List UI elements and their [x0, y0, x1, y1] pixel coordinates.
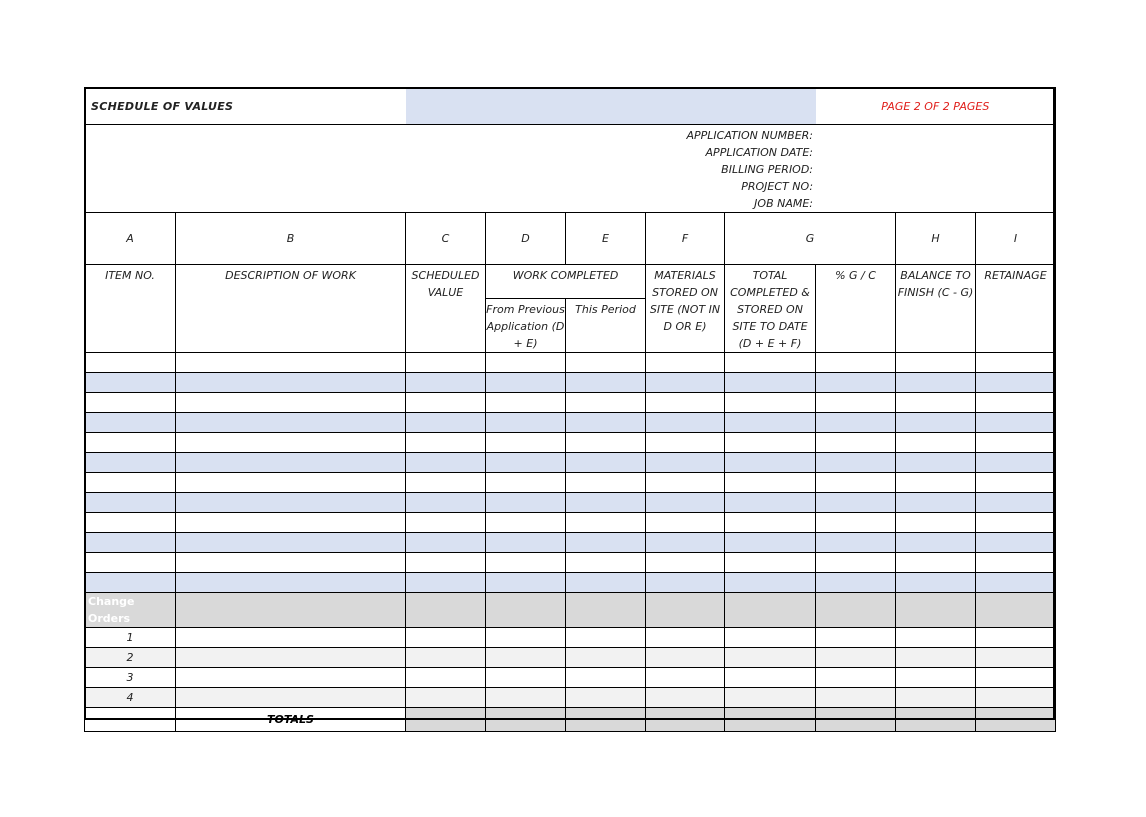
change-orders-label: Change Orders [85, 593, 176, 628]
column-letter-i: I [976, 213, 1056, 265]
column-letter-f: F [646, 213, 725, 265]
job-name-label: JOB NAME: [754, 197, 814, 210]
header-work-completed: WORK COMPLETED [486, 265, 646, 299]
header-materials-stored: MATERIALS STORED ON SITE (NOT IN D OR E) [646, 265, 725, 353]
header-balance-to-finish: BALANCE TO FINISH (C - G) [896, 265, 976, 353]
change-order-number: 3 [85, 668, 176, 688]
header-from-previous: From Previous Application (D + E) [486, 299, 566, 353]
header-percent: % G / C [816, 265, 896, 353]
column-letter-c: C [406, 213, 486, 265]
header-this-period: This Period [566, 299, 646, 353]
column-letter-e: E [566, 213, 646, 265]
change-order-number: 1 [85, 628, 176, 648]
header-total-completed: TOTAL COMPLETED & STORED ON SITE TO DATE (D + E + F) [725, 265, 816, 353]
header-description: DESCRIPTION OF WORK [176, 265, 406, 353]
project-no-label: PROJECT NO: [741, 180, 814, 193]
column-letter-d: D [486, 213, 566, 265]
application-number-label: APPLICATION NUMBER: [686, 129, 814, 142]
header-scheduled-value: SCHEDULED VALUE [406, 265, 486, 353]
column-letter-b: B [176, 213, 406, 265]
column-letter-h: H [896, 213, 976, 265]
page-title: SCHEDULE OF VALUES [85, 88, 406, 125]
header-item-no: ITEM NO. [85, 265, 176, 353]
change-order-number: 2 [85, 648, 176, 668]
column-letter-a: A [85, 213, 176, 265]
change-order-number: 4 [85, 688, 176, 708]
billing-period-label: BILLING PERIOD: [721, 163, 814, 176]
page-number-label: PAGE 2 OF 2 PAGES [816, 88, 1056, 125]
column-letter-g: G [725, 213, 896, 265]
sheet-outer-border [84, 87, 1055, 720]
totals-label: TOTALS [176, 708, 406, 732]
application-date-label: APPLICATION DATE: [705, 146, 814, 159]
header-retainage: RETAINAGE [976, 265, 1056, 353]
